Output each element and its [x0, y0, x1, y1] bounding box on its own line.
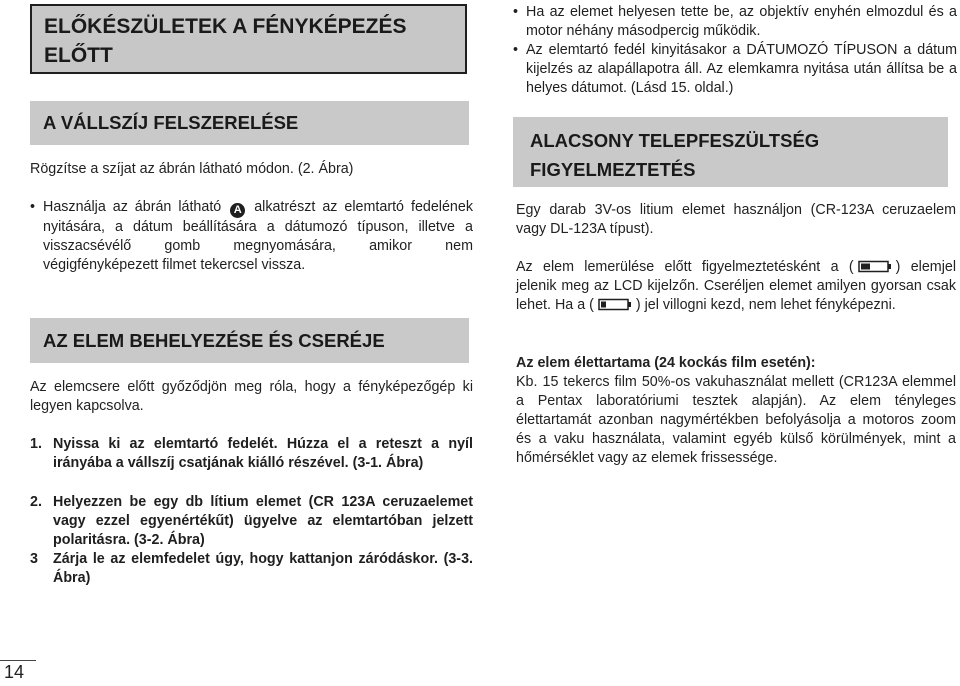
battery-note-text: Ha az elemet helyesen tette be, az objektív enyhén elmozdul és a motor néhány másodpercig működik. — [526, 4, 957, 39]
step-text: Nyissa ki az elemtartó fedelét. Húzza el a reteszt a nyíl irányába a vállszíj csatjának kiálló részével. (3-1. Ábra) — [53, 436, 473, 471]
step-item — [30, 493, 473, 550]
battery-life-title: Az elem élettartama (24 kockás film esetén): — [516, 355, 816, 371]
warning-text-part3: ) jel villogni kezd, nem lehet fényképezni. — [635, 297, 896, 313]
bullet-dot: • — [30, 199, 36, 215]
page-number-rule — [0, 660, 36, 661]
step-item — [30, 435, 473, 473]
bullet-dot: • — [513, 42, 519, 58]
a-badge-icon: A — [230, 203, 245, 218]
step-text: Zárja le az elemfedelet úgy, hogy kattanjon záródáskor. (3-3. Ábra) — [53, 551, 473, 586]
battery-low-icon — [858, 260, 892, 273]
step-number: 3 — [30, 551, 38, 567]
low-voltage-title: ALACSONY TELEPFESZÜLTSÉG FIGYELMEZTETÉS — [513, 117, 948, 187]
bullet-dot: • — [513, 4, 519, 20]
strap-bullet-text-before: Használja az ábrán látható — [43, 199, 222, 215]
step-number: 1. — [30, 436, 42, 452]
strap-bullet — [30, 198, 473, 275]
battery-life-text: Kb. 15 tekercs film 50%-os vakuhasználat mellett (CR123A elemmel a Pentax laboratóriumi tesztek alapján). Az elem tényleges élettartamát azonban nagymértékben befolyásolja a motoros zoom és a vaku használata, valamint egyéb külső körülmények, mint a hőmérséklet vagy az elemek frissessége. — [516, 374, 956, 466]
battery-type-paragraph: Egy darab 3V-os litium elemet használjon (CR-123A ceruzaelem vagy DL-123A típust). — [516, 202, 956, 237]
strap-section-title: A VÁLLSZÍJ FELSZERELÉSE — [30, 101, 469, 145]
main-title: ELŐKÉSZÜLETEK A FÉNYKÉPEZÉS ELŐTT — [30, 4, 467, 74]
step-number: 2. — [30, 494, 42, 510]
page-number: 14 — [4, 662, 25, 682]
strap-intro: Rögzítse a szíjat az ábrán látható módon. (2. Ábra) — [30, 161, 354, 177]
battery-note-bullet — [513, 3, 957, 41]
strap-bullet-text-after: alkatrészt az elemtartó fedelének nyitására, a dátum beállítására a dátumozó típuson, illetve a visszacsévélő gomb megnyomására, amikor nem végigfényképezett filmet tekercsel vissza. — [43, 199, 473, 273]
battery-intro: Az elemcsere előtt győződjön meg róla, hogy a fényképezőgép ki legyen kapcsolva. — [30, 379, 473, 414]
battery-section-title: AZ ELEM BEHELYEZÉSE ÉS CSERÉJE — [30, 318, 469, 363]
warning-text-part1: Az elem lemerülése előtt figyelmeztetésként a ( — [516, 259, 854, 275]
battery-empty-icon — [598, 298, 632, 311]
step-item — [30, 550, 473, 588]
step-text: Helyezzen be egy db lítium elemet (CR 123A ceruzaelemet vagy ezzel egyenértékűt) ügyelve az elemtartóban jelzett polaritásra. (3-2. Ábra) — [53, 494, 473, 548]
low-battery-warning-paragraph — [516, 258, 956, 315]
battery-note-bullet — [513, 41, 957, 98]
warning-text-part2: ) elemjel jelenik meg az LCD kijelzőn. Cseréljen elemet amilyen gyorsan csak lehet. Ha a ( — [516, 259, 956, 313]
battery-note-text: Az elemtartó fedél kinyitásakor a DÁTUMOZÓ TÍPUSON a dátum kijelzés az alapállapotra áll. Az elemkamra nyitása után állítsa be a helyes dátumot. (Lásd 15. oldal.) — [526, 42, 957, 96]
